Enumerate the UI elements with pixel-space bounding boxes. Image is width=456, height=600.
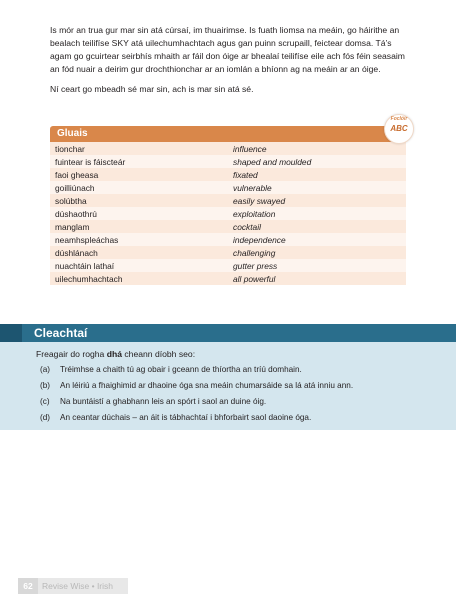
exercise-question	[40, 396, 266, 408]
question-label: (a)	[40, 365, 51, 374]
glossary-row	[50, 168, 406, 181]
glossary-irish-term: goilliúnach	[50, 181, 228, 194]
header-accent	[0, 324, 22, 342]
instruction-bold: dhá	[106, 349, 122, 359]
question-text: Tréimhse a chaith tú ag obair i gceann de thíortha an tríú domhain.	[60, 365, 302, 374]
intro-paragraph-2: Ní ceart go mbeadh sé mar sin, ach is mar sin atá sé.	[50, 84, 254, 94]
glossary-irish-term: solúbtha	[50, 194, 228, 207]
intro-text	[50, 24, 412, 103]
glossary-english-term: exploitation	[228, 207, 406, 220]
glossary-english-term: shaped and moulded	[228, 155, 406, 168]
dictionary-badge-icon	[384, 114, 414, 144]
glossary-irish-term: fuintear is fáiscteár	[50, 155, 228, 168]
footer-separator: •	[89, 581, 97, 591]
badge-letters: ABC	[390, 124, 408, 133]
glossary-english-term: cocktail	[228, 220, 406, 233]
exercise-question	[40, 380, 353, 392]
glossary-row	[50, 259, 406, 272]
glossary-row	[50, 246, 406, 259]
glossary-irish-term: dúshaothrú	[50, 207, 228, 220]
exercises-box	[0, 342, 456, 430]
glossary-english-term: gutter press	[228, 259, 406, 272]
glossary-row	[50, 155, 406, 168]
exercise-instruction	[36, 348, 195, 360]
glossary-irish-term: neamhspleáchas	[50, 233, 228, 246]
footer-subject: Irish	[96, 581, 113, 591]
instruction-pre: Freagair do rogha	[36, 349, 107, 359]
question-text: Na buntáistí a ghabhann leis an spórt i saol an duine óig.	[60, 397, 267, 406]
glossary-table	[50, 142, 406, 285]
footer-series: Revise Wise	[42, 581, 90, 591]
glossary-row	[50, 142, 406, 155]
glossary-english-term: vulnerable	[228, 181, 406, 194]
glossary-english-term: influence	[228, 142, 406, 155]
glossary-title: Gluais	[57, 128, 88, 139]
glossary-english-term: challenging	[228, 246, 406, 259]
glossary-row	[50, 233, 406, 246]
intro-paragraph-1: Is mór an trua gur mar sin atá cúrsaí, im thuairimse. Is fuath liomsa na meáin, go háirithe an bealach teilifíse SKY atá uilechumhachtach agus gan puinn scrupaill, feictear domsa. Tá’s agam go gcuirtear seirbhís mhaith ar fáil don óige ar bhealaí teilifíse eile ach fós féin seasaim an fód nuair a deirim gur drochthionchar ar an iomlán a bhíonn ag na meáin ar an óige.	[50, 25, 405, 74]
glossary-row	[50, 207, 406, 220]
glossary-irish-term: dúshlánach	[50, 246, 228, 259]
glossary-row	[50, 272, 406, 285]
instruction-post: cheann díobh seo:	[121, 349, 196, 359]
question-label: (b)	[40, 381, 51, 390]
glossary-irish-term: tionchar	[50, 142, 228, 155]
glossary-english-term: fixated	[228, 168, 406, 181]
glossary-row	[50, 220, 406, 233]
glossary-english-term: all powerful	[228, 272, 406, 285]
glossary-box	[50, 116, 408, 285]
glossary-irish-term: nuachtáin lathaí	[50, 259, 228, 272]
glossary-row	[50, 194, 406, 207]
glossary-irish-term: faoi gheasa	[50, 168, 228, 181]
glossary-english-term: independence	[228, 233, 406, 246]
question-label: (d)	[40, 413, 51, 422]
page-footer	[0, 574, 456, 600]
glossary-english-term: easily swayed	[228, 194, 406, 207]
page-number: 62	[18, 578, 38, 594]
badge-word: Foclóir	[390, 116, 408, 122]
exercises-title: Cleachtaí	[34, 326, 88, 340]
exercise-question	[40, 412, 311, 424]
glossary-irish-term: uilechumhachtach	[50, 272, 228, 285]
glossary-irish-term: manglam	[50, 220, 228, 233]
question-text: An léiriú a fhaighimid ar dhaoine óga sna meáin chumarsáide sa lá atá inniu ann.	[60, 381, 354, 390]
glossary-row	[50, 181, 406, 194]
question-label: (c)	[40, 397, 50, 406]
question-text: An ceantar dúchais – an áit is tábhachtaí i bhforbairt saol daoine óga.	[60, 413, 312, 422]
footer-title	[42, 578, 113, 594]
glossary-header	[50, 116, 408, 142]
exercises-header	[0, 324, 456, 342]
exercise-question	[40, 364, 302, 376]
